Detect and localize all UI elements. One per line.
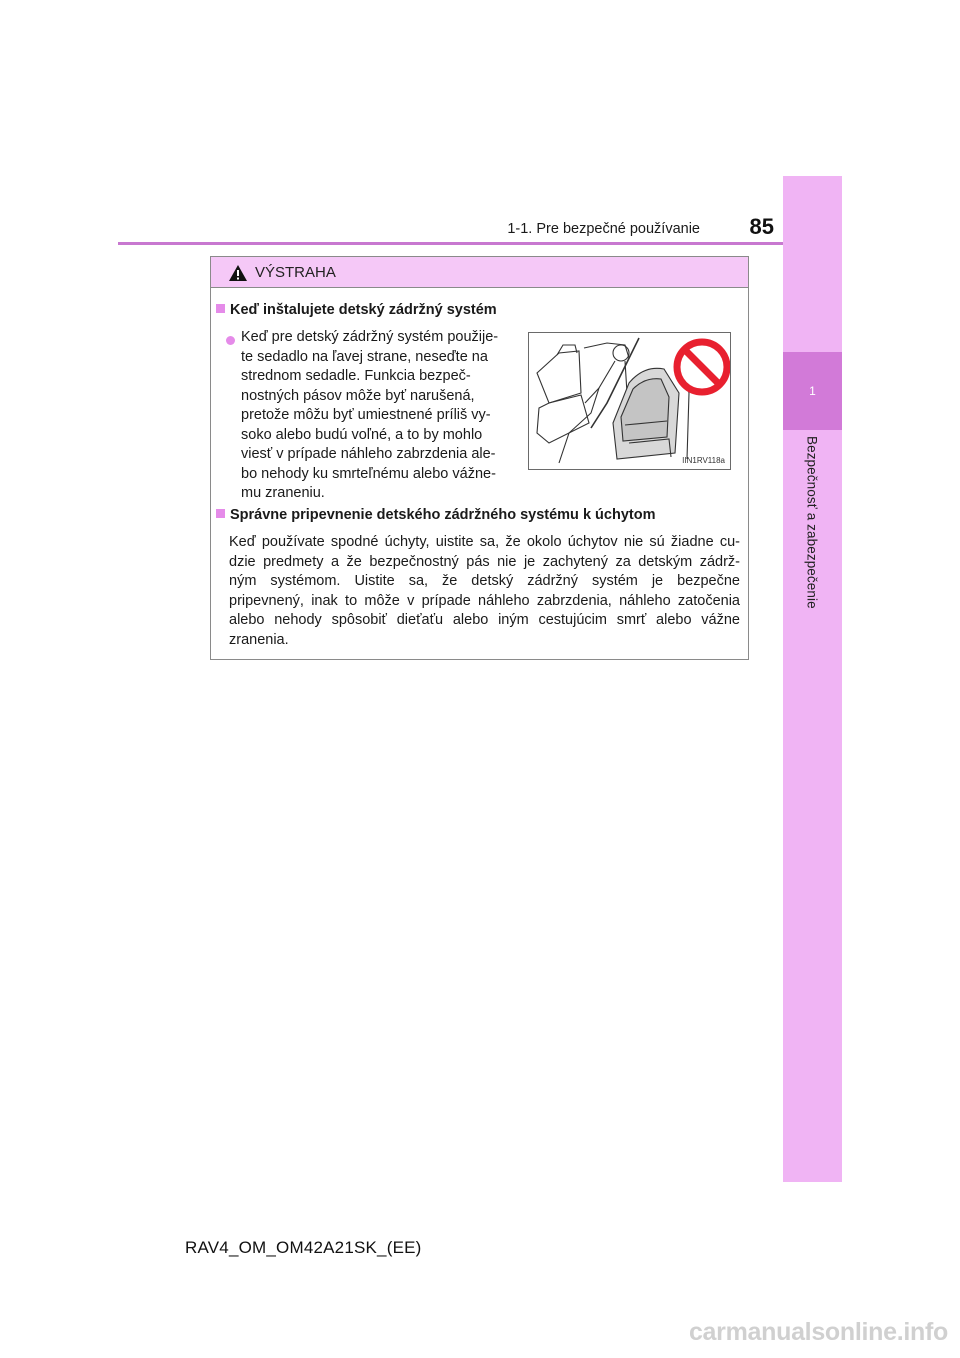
section1-heading xyxy=(216,302,497,318)
warning-triangle-icon xyxy=(228,264,248,282)
section1-title: Keď inštalujete detský zádržný systém xyxy=(230,302,497,318)
text-line: nostných pásov môže byť narušená, xyxy=(241,387,475,404)
text-line: Keď pre detský zádržný systém použije- xyxy=(241,329,499,345)
text-line: pretože môžu byť umiestnené príliš vy- xyxy=(241,407,491,423)
text-line: te sedadlo na ľavej strane, neseďte na xyxy=(241,348,488,365)
illustration-code: IIN1RV118a xyxy=(682,456,725,465)
prohibition-icon xyxy=(677,342,727,392)
text-line: bo nehody ku smrteľnému alebo vážne- xyxy=(241,465,496,482)
warning-header xyxy=(211,257,748,288)
section2-heading xyxy=(216,507,655,523)
text-line: strednom sedadle. Funkcia bezpeč- xyxy=(241,368,471,384)
chapter-number: 1 xyxy=(783,352,842,430)
text-line: soko alebo budú voľné, a to by mohlo xyxy=(241,426,483,443)
text-line: pripevnený, inak to môže v prípade náhleho zabrzdenia, náhleho zatočenia xyxy=(229,592,740,609)
round-bullet-icon xyxy=(226,336,235,345)
watermark: carmanualsonline.info xyxy=(688,1318,948,1346)
text-line: dzie predmety a že bezpečnostný pás nie je zachytený za detským zádrž- xyxy=(229,553,740,570)
running-head: 1-1. Pre bezpečné používanie xyxy=(507,221,700,237)
text-line: mu zraneniu. xyxy=(241,485,325,501)
side-chapter-tab xyxy=(783,176,842,1182)
document-code: RAV4_OM_OM42A21SK_(EE) xyxy=(185,1238,422,1257)
square-bullet-icon xyxy=(216,304,225,313)
child-seat-illustration xyxy=(528,332,731,470)
chapter-label: Bezpečnosť a zabezpečenie xyxy=(804,436,820,609)
text-line: Keď používate spodné úchyty, uistite sa, že okolo úchytov nie sú žiadne cu- xyxy=(229,534,740,550)
text-line: alebo nehody spôsobiť dieťaťu alebo iným cestujúcim smrť alebo vážne xyxy=(229,612,740,628)
header-rule xyxy=(118,242,783,245)
section2-text xyxy=(229,533,740,650)
warning-title: VÝSTRAHA xyxy=(255,264,336,281)
text-line: zranenia. xyxy=(229,631,289,648)
section2-title: Správne pripevnenie detského zádržného systému k úchytom xyxy=(230,507,656,523)
section1-bullet-text xyxy=(241,328,516,504)
square-bullet-icon xyxy=(216,509,225,518)
page-number: 85 xyxy=(749,214,774,239)
text-line: viesť v prípade náhleho zabrzdenia ale- xyxy=(241,446,496,462)
child-seat-drawing xyxy=(529,333,730,469)
warning-box xyxy=(210,256,749,660)
text-line: ným systémom. Uistite sa, že detský zádržný systém je bezpečne xyxy=(229,573,740,589)
